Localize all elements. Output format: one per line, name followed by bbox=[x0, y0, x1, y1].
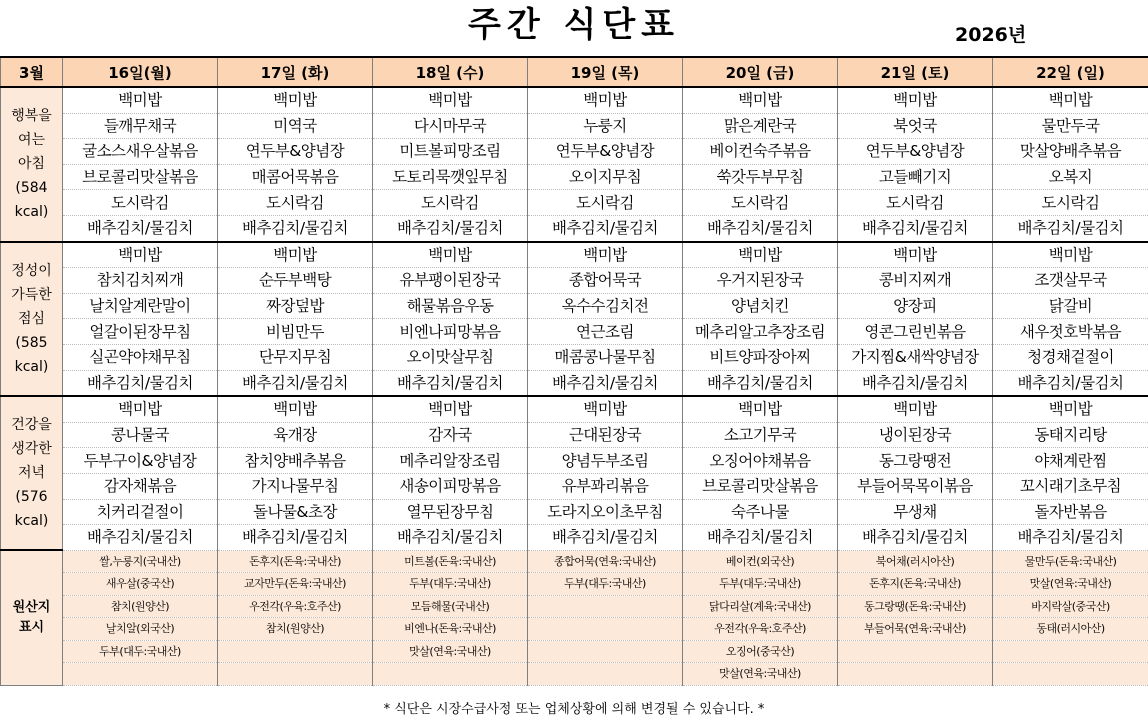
meal-item: 실곤약야채무침 bbox=[63, 344, 218, 370]
origin-item: 돈후지(돈육:국내산) bbox=[838, 573, 993, 596]
meal-row bbox=[1, 139, 1148, 165]
meal-item: 배추김치/물김치 bbox=[683, 525, 838, 551]
meal-item: 오이지무침 bbox=[528, 164, 683, 190]
meal-item: 다시마무국 bbox=[373, 113, 528, 139]
meal-item: 누룽지 bbox=[528, 113, 683, 139]
meal-item: 브로콜리맛살볶음 bbox=[63, 164, 218, 190]
meal-item: 미트볼피망조림 bbox=[373, 139, 528, 165]
meal-item: 오이맛살무침 bbox=[373, 344, 528, 370]
day-header: 16일(월) bbox=[63, 57, 218, 87]
meal-item: 비빔만두 bbox=[218, 319, 373, 345]
origin-item: 두부(대두:국내산) bbox=[528, 573, 683, 596]
meal-item: 굴소스새우살볶음 bbox=[63, 139, 218, 165]
meal-item: 도시락김 bbox=[63, 190, 218, 216]
origin-label: 원산지 표시 bbox=[1, 550, 63, 685]
origin-item bbox=[528, 663, 683, 686]
meal-item: 얼갈이된장무침 bbox=[63, 319, 218, 345]
meal-item: 돌나물&초장 bbox=[218, 499, 373, 525]
origin-item: 북어채(러시아산) bbox=[838, 550, 993, 573]
origin-item: 우전각(우육:호주산) bbox=[218, 595, 373, 618]
origin-row bbox=[1, 663, 1148, 686]
meal-item: 배추김치/물김치 bbox=[528, 215, 683, 241]
meal-label: 행복을 여는 아침 (584 kcal) bbox=[1, 87, 63, 242]
meal-item: 배추김치/물김치 bbox=[218, 525, 373, 551]
origin-item: 오징어(중국산) bbox=[683, 640, 838, 663]
origin-item: 모듬해물(국내산) bbox=[373, 595, 528, 618]
meal-row bbox=[1, 319, 1148, 345]
meal-row bbox=[1, 268, 1148, 294]
meal-row bbox=[1, 422, 1148, 448]
meal-item: 참치양배추볶음 bbox=[218, 448, 373, 474]
meal-item: 순두부백탕 bbox=[218, 268, 373, 294]
meal-item: 백미밥 bbox=[373, 87, 528, 113]
meal-item: 백미밥 bbox=[528, 396, 683, 422]
origin-item bbox=[373, 663, 528, 686]
origin-item: 종합어묵(연육:국내산) bbox=[528, 550, 683, 573]
meal-item: 배추김치/물김치 bbox=[63, 370, 218, 396]
meal-item: 소고기무국 bbox=[683, 422, 838, 448]
meal-item: 백미밥 bbox=[993, 87, 1148, 113]
meal-item: 백미밥 bbox=[993, 396, 1148, 422]
origin-item: 교자만두(돈육:국내산) bbox=[218, 573, 373, 596]
origin-item: 날치알(외국산) bbox=[63, 618, 218, 641]
meal-label: 건강을 생각한 저녁 (576 kcal) bbox=[1, 396, 63, 550]
meal-item: 유부꽈리볶음 bbox=[528, 473, 683, 499]
origin-item: 동태(러시아산) bbox=[993, 618, 1148, 641]
origin-item: 돈후지(돈육:국내산) bbox=[218, 550, 373, 573]
origin-item: 두부(대두:국내산) bbox=[63, 640, 218, 663]
meal-item: 배추김치/물김치 bbox=[528, 525, 683, 551]
meal-item: 도시락김 bbox=[838, 190, 993, 216]
origin-item bbox=[838, 663, 993, 686]
origin-item: 참치(원양산) bbox=[63, 595, 218, 618]
meal-row bbox=[1, 525, 1148, 551]
meal-item: 도시락김 bbox=[218, 190, 373, 216]
menu-body bbox=[1, 87, 1148, 685]
meal-item: 백미밥 bbox=[373, 396, 528, 422]
meal-item: 들깨무채국 bbox=[63, 113, 218, 139]
meal-item: 백미밥 bbox=[838, 87, 993, 113]
origin-item bbox=[993, 640, 1148, 663]
meal-row bbox=[1, 215, 1148, 241]
meal-item: 꼬시래기초무침 bbox=[993, 473, 1148, 499]
meal-item: 백미밥 bbox=[683, 242, 838, 268]
origin-item bbox=[63, 663, 218, 686]
meal-item: 감자채볶음 bbox=[63, 473, 218, 499]
origin-item: 베이컨(외국산) bbox=[683, 550, 838, 573]
meal-item: 연두부&양념장 bbox=[528, 139, 683, 165]
meal-item: 배추김치/물김치 bbox=[993, 215, 1148, 241]
meal-item: 백미밥 bbox=[63, 396, 218, 422]
meal-item: 백미밥 bbox=[528, 242, 683, 268]
origin-item bbox=[838, 640, 993, 663]
meal-item: 오징어야채볶음 bbox=[683, 448, 838, 474]
meal-item: 배추김치/물김치 bbox=[838, 370, 993, 396]
meal-item: 메추리알고추장조림 bbox=[683, 319, 838, 345]
meal-item: 백미밥 bbox=[528, 87, 683, 113]
origin-item bbox=[218, 640, 373, 663]
meal-item: 영콘그린빈볶음 bbox=[838, 319, 993, 345]
meal-item: 쑥갓두부무침 bbox=[683, 164, 838, 190]
month-cell: 3월 bbox=[1, 57, 63, 87]
origin-item: 바지락살(중국산) bbox=[993, 595, 1148, 618]
meal-item: 배추김치/물김치 bbox=[373, 215, 528, 241]
meal-item: 옥수수김치전 bbox=[528, 293, 683, 319]
meal-item: 단무지무침 bbox=[218, 344, 373, 370]
day-header: 19일 (목) bbox=[528, 57, 683, 87]
meal-row bbox=[1, 370, 1148, 396]
meal-item: 야채계란찜 bbox=[993, 448, 1148, 474]
meal-item: 돌자반볶음 bbox=[993, 499, 1148, 525]
meal-item: 조갯살무국 bbox=[993, 268, 1148, 294]
meal-item: 맛살양배추볶음 bbox=[993, 139, 1148, 165]
meal-item: 감자국 bbox=[373, 422, 528, 448]
day-header: 21일 (토) bbox=[838, 57, 993, 87]
meal-item: 부들어묵목이볶음 bbox=[838, 473, 993, 499]
meal-row bbox=[1, 344, 1148, 370]
meal-item: 열무된장무침 bbox=[373, 499, 528, 525]
meal-item: 동태지리탕 bbox=[993, 422, 1148, 448]
meal-item: 배추김치/물김치 bbox=[838, 525, 993, 551]
meal-item: 날치알계란말이 bbox=[63, 293, 218, 319]
meal-item: 배추김치/물김치 bbox=[683, 370, 838, 396]
meal-item: 청경채겉절이 bbox=[993, 344, 1148, 370]
meal-item: 연두부&양념장 bbox=[838, 139, 993, 165]
meal-item: 근대된장국 bbox=[528, 422, 683, 448]
meal-item: 배추김치/물김치 bbox=[993, 525, 1148, 551]
origin-item bbox=[993, 663, 1148, 686]
meal-item: 도시락김 bbox=[993, 190, 1148, 216]
meal-item: 가지나물무침 bbox=[218, 473, 373, 499]
meal-item: 동그랑땡전 bbox=[838, 448, 993, 474]
meal-item: 미역국 bbox=[218, 113, 373, 139]
meal-item: 맑은계란국 bbox=[683, 113, 838, 139]
meal-item: 배추김치/물김치 bbox=[63, 215, 218, 241]
meal-item: 배추김치/물김치 bbox=[993, 370, 1148, 396]
meal-item: 숙주나물 bbox=[683, 499, 838, 525]
meal-item: 매콤어묵볶음 bbox=[218, 164, 373, 190]
origin-item: 비엔나(돈육:국내산) bbox=[373, 618, 528, 641]
meal-item: 치커리겉절이 bbox=[63, 499, 218, 525]
meal-label: 정성이 가득한 점심 (585 kcal) bbox=[1, 242, 63, 397]
meal-item: 새송이피망볶음 bbox=[373, 473, 528, 499]
meal-item: 두부구이&양념장 bbox=[63, 448, 218, 474]
origin-item: 미트볼(돈육:국내산) bbox=[373, 550, 528, 573]
origin-item: 부들어묵(연육:국내산) bbox=[838, 618, 993, 641]
meal-item: 매콤콩나물무침 bbox=[528, 344, 683, 370]
meal-item: 브로콜리맛살볶음 bbox=[683, 473, 838, 499]
meal-item: 배추김치/물김치 bbox=[373, 370, 528, 396]
meal-item: 백미밥 bbox=[218, 396, 373, 422]
origin-item: 새우살(중국산) bbox=[63, 573, 218, 596]
origin-item bbox=[218, 663, 373, 686]
meal-item: 우거지된장국 bbox=[683, 268, 838, 294]
meal-item: 북엇국 bbox=[838, 113, 993, 139]
origin-item: 맛살(연육:국내산) bbox=[683, 663, 838, 686]
origin-item: 두부(대두:국내산) bbox=[373, 573, 528, 596]
meal-item: 메추리알장조림 bbox=[373, 448, 528, 474]
meal-item: 백미밥 bbox=[218, 242, 373, 268]
origin-item bbox=[528, 618, 683, 641]
meal-item: 냉이된장국 bbox=[838, 422, 993, 448]
meal-item: 비트양파장아찌 bbox=[683, 344, 838, 370]
meal-item: 도라지오이초무침 bbox=[528, 499, 683, 525]
origin-item: 참치(원양산) bbox=[218, 618, 373, 641]
page-title: 주간 식단표 bbox=[467, 5, 681, 45]
meal-item: 백미밥 bbox=[993, 242, 1148, 268]
origin-item: 닭다리살(계육:국내산) bbox=[683, 595, 838, 618]
year-label: 2026년 bbox=[955, 24, 1027, 46]
header-row bbox=[1, 57, 1148, 87]
meal-item: 도토리묵깻잎무침 bbox=[373, 164, 528, 190]
meal-item: 오복지 bbox=[993, 164, 1148, 190]
meal-item: 백미밥 bbox=[63, 242, 218, 268]
meal-row bbox=[1, 293, 1148, 319]
meal-row bbox=[1, 448, 1148, 474]
meal-item: 도시락김 bbox=[528, 190, 683, 216]
meal-item: 유부팽이된장국 bbox=[373, 268, 528, 294]
origin-row bbox=[1, 640, 1148, 663]
meal-row bbox=[1, 242, 1148, 268]
meal-item: 배추김치/물김치 bbox=[63, 525, 218, 551]
meal-item: 가지찜&새싹양념장 bbox=[838, 344, 993, 370]
origin-item: 맛살(연육:국내산) bbox=[373, 640, 528, 663]
footer-note: * 식단은 시장수급사정 또는 업체상황에 의해 변경될 수 있습니다. * bbox=[383, 702, 765, 717]
meal-item: 양념두부조림 bbox=[528, 448, 683, 474]
meal-item: 백미밥 bbox=[63, 87, 218, 113]
meal-item: 물만두국 bbox=[993, 113, 1148, 139]
meal-item: 해물볶음우동 bbox=[373, 293, 528, 319]
meal-item: 콩비지찌개 bbox=[838, 268, 993, 294]
meal-item: 배추김치/물김치 bbox=[528, 370, 683, 396]
origin-item: 두부(대두:국내산) bbox=[683, 573, 838, 596]
meal-item: 양념치킨 bbox=[683, 293, 838, 319]
meal-item: 베이컨숙주볶음 bbox=[683, 139, 838, 165]
origin-row bbox=[1, 573, 1148, 596]
meal-item: 배추김치/물김치 bbox=[838, 215, 993, 241]
meal-row bbox=[1, 473, 1148, 499]
day-header: 22일 (일) bbox=[993, 57, 1148, 87]
day-header: 18일 (수) bbox=[373, 57, 528, 87]
meal-item: 연두부&양념장 bbox=[218, 139, 373, 165]
origin-item bbox=[528, 595, 683, 618]
origin-row bbox=[1, 618, 1148, 641]
meal-item: 무생채 bbox=[838, 499, 993, 525]
meal-item: 백미밥 bbox=[838, 242, 993, 268]
origin-item: 맛살(연육:국내산) bbox=[993, 573, 1148, 596]
origin-row bbox=[1, 550, 1148, 573]
meal-item: 백미밥 bbox=[218, 87, 373, 113]
meal-item: 백미밥 bbox=[838, 396, 993, 422]
meal-row bbox=[1, 190, 1148, 216]
meal-item: 닭갈비 bbox=[993, 293, 1148, 319]
origin-item: 우전각(우육:호주산) bbox=[683, 618, 838, 641]
origin-item: 동그랑땡(돈육:국내산) bbox=[838, 595, 993, 618]
meal-item: 비엔나피망볶음 bbox=[373, 319, 528, 345]
meal-item: 배추김치/물김치 bbox=[218, 370, 373, 396]
origin-item: 물만두(돈육:국내산) bbox=[993, 550, 1148, 573]
meal-item: 참치김치찌개 bbox=[63, 268, 218, 294]
meal-row bbox=[1, 113, 1148, 139]
meal-item: 배추김치/물김치 bbox=[373, 525, 528, 551]
meal-item: 도시락김 bbox=[373, 190, 528, 216]
menu-table bbox=[0, 56, 1148, 686]
meal-item: 콩나물국 bbox=[63, 422, 218, 448]
meal-row bbox=[1, 396, 1148, 422]
meal-item: 배추김치/물김치 bbox=[218, 215, 373, 241]
meal-item: 고들빼기지 bbox=[838, 164, 993, 190]
meal-item: 배추김치/물김치 bbox=[683, 215, 838, 241]
day-header: 17일 (화) bbox=[218, 57, 373, 87]
meal-item: 새우젓호박볶음 bbox=[993, 319, 1148, 345]
origin-item bbox=[528, 640, 683, 663]
meal-item: 연근조림 bbox=[528, 319, 683, 345]
meal-item: 백미밥 bbox=[683, 87, 838, 113]
meal-item: 육개장 bbox=[218, 422, 373, 448]
meal-item: 종합어묵국 bbox=[528, 268, 683, 294]
meal-item: 백미밥 bbox=[373, 242, 528, 268]
meal-item: 백미밥 bbox=[683, 396, 838, 422]
meal-item: 양장피 bbox=[838, 293, 993, 319]
meal-item: 짜장덮밥 bbox=[218, 293, 373, 319]
meal-row bbox=[1, 164, 1148, 190]
origin-item: 쌀,누룽지(국내산) bbox=[63, 550, 218, 573]
day-header: 20일 (금) bbox=[683, 57, 838, 87]
meal-row bbox=[1, 87, 1148, 113]
origin-row bbox=[1, 595, 1148, 618]
meal-row bbox=[1, 499, 1148, 525]
meal-item: 도시락김 bbox=[683, 190, 838, 216]
